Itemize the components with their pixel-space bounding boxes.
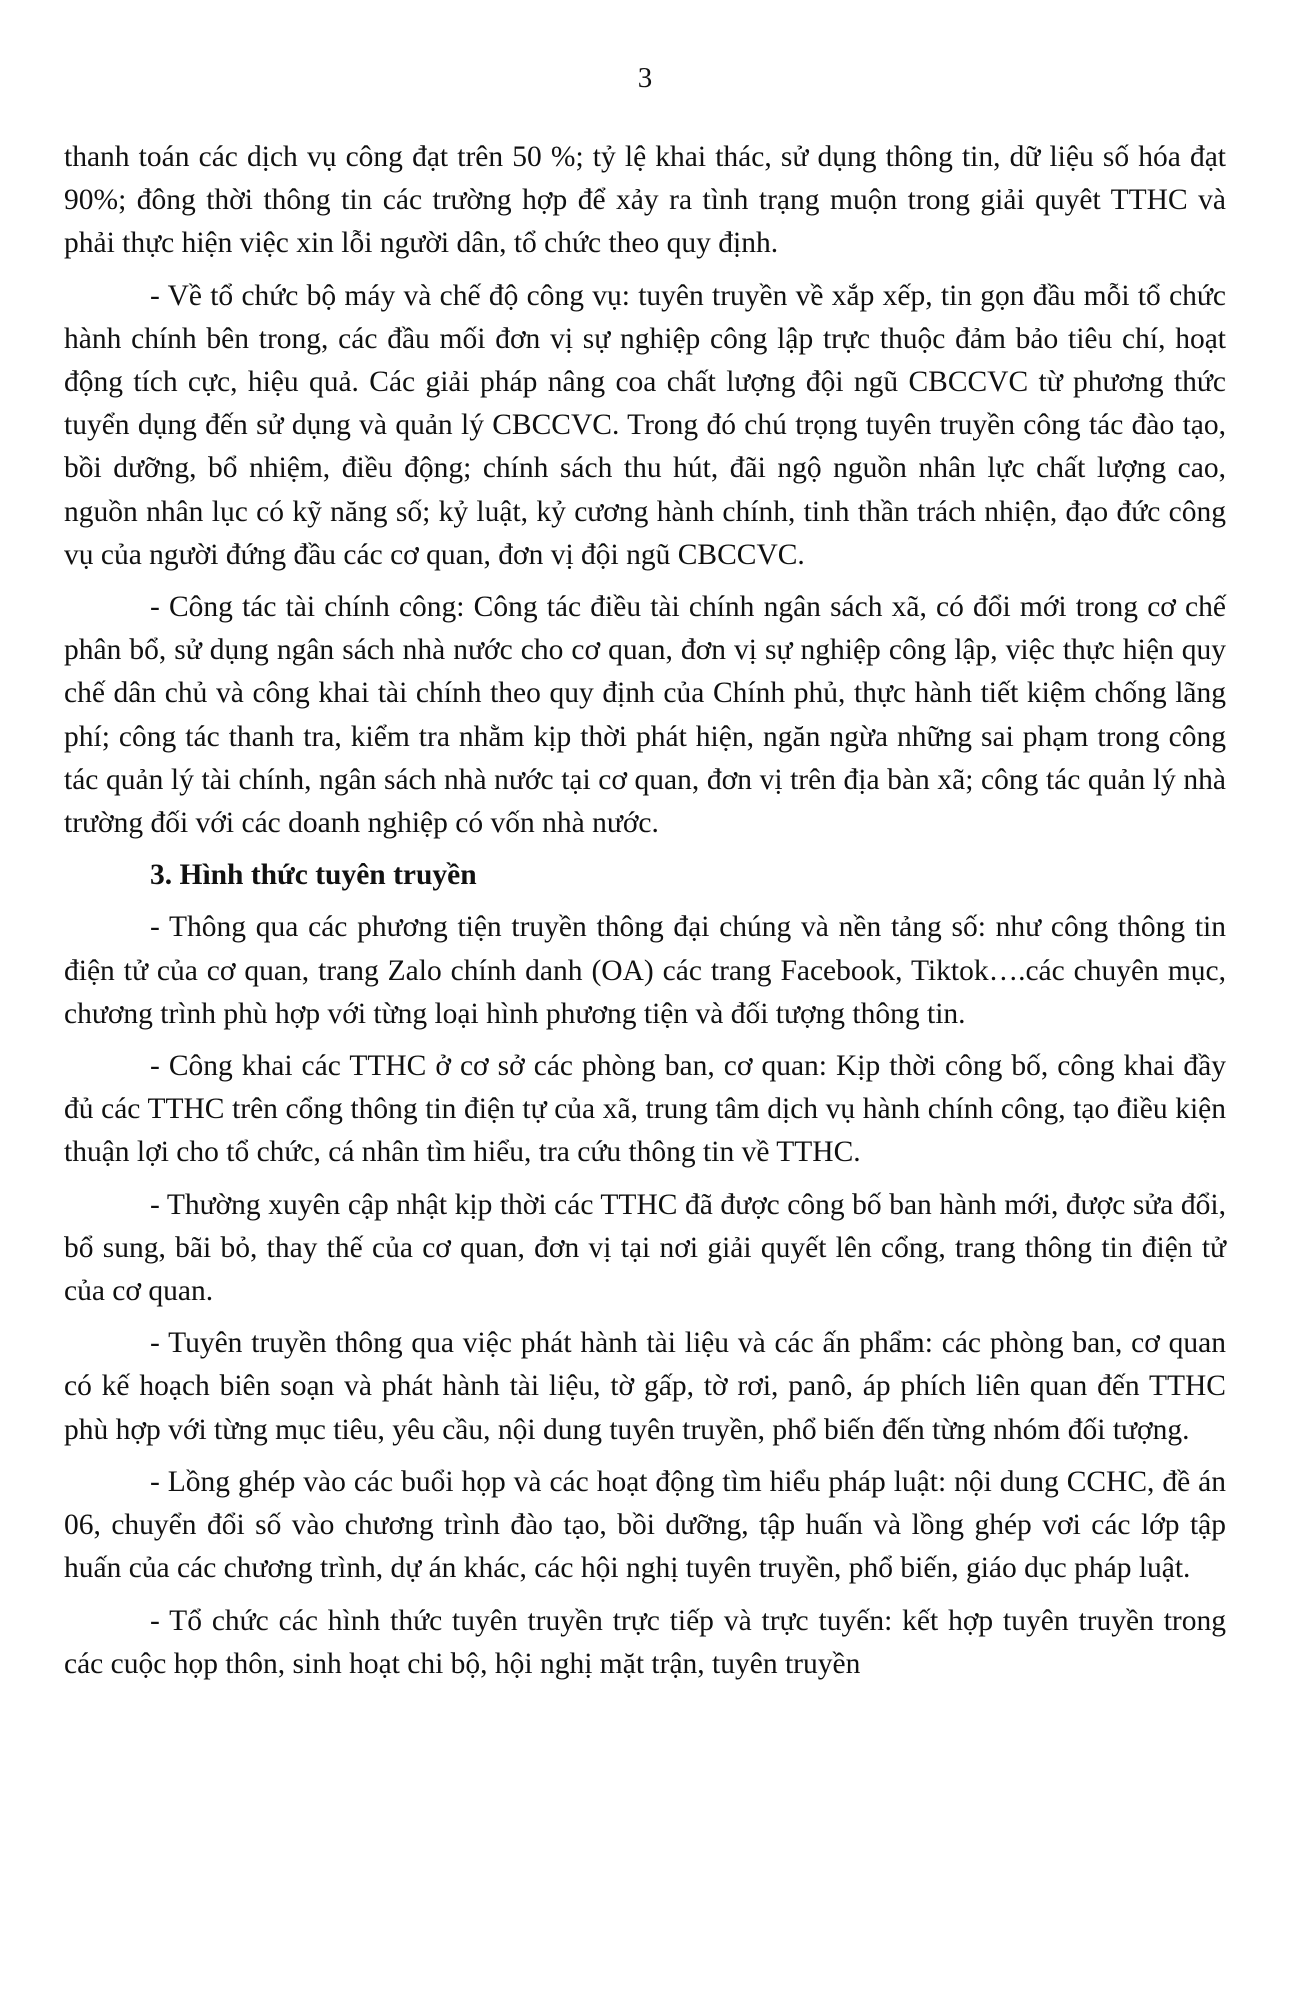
page-number: 3 bbox=[637, 62, 653, 94]
paragraph-continuation: thanh toán các dịch vụ công đạt trên 50 %; tỷ lệ khai thác, sử dụng thông tin, dữ liệu số hóa đạt 90%; đông thời thông tin các trường hợp để xảy ra tình trạng muộn trong giải quyêt TTHC và phải thực hiện việc xin lỗi người dân, tổ chức theo quy định. bbox=[64, 141, 1226, 260]
paragraph-organization-apparatus: - Về tổ chức bộ máy và chế độ công vụ: tuyên truyền về xắp xếp, tin gọn đầu mỗi tổ chức hành chính bên trong, các đầu mối đơn vị sự nghiệp công lập trực thuộc đảm bảo tiêu chí, hoạt động tích cực, hiệu quả. Các giải pháp nâng coa chất lượng đội ngũ CBCCVC từ phương thức tuyển dụng đến sử dụng và quản lý CBCCVC. Trong đó chú trọng tuyên truyền công tác đào tạo, bồi dưỡng, bổ nhiệm, điều động; chính sách thu hút, đãi ngộ nguồn nhân lực chất lượng cao, nguồn nhân lục có kỹ năng số; kỷ luật, kỷ cương hành chính, tinh thần trách nhiện, đạo đức công vụ của người đứng đầu các cơ quan, đơn vị đội ngũ CBCCVC. bbox=[64, 279, 1226, 571]
paragraph-public-disclosure: - Công khai các TTHC ở cơ sở các phòng ban, cơ quan: Kịp thời công bố, công khai đầy đủ các TTHC trên cổng thông tin điện tự của xã, trung tâm dịch vụ hành chính công, tạo điều kiện thuận lợi cho tổ chức, cá nhân tìm hiểu, tra cứu thông tin về TTHC. bbox=[64, 1050, 1226, 1169]
paragraph-mass-media: - Thông qua các phương tiện truyền thông đại chúng và nền tảng số: như công thông tin điện tử của cơ quan, trang Zalo chính danh (OA) các trang Facebook, Tiktok….các chuyên mục, chương trình phù hợp với từng loại hình phương tiện và đối tượng thông tin. bbox=[64, 911, 1226, 1030]
paragraph-regular-updates: - Thường xuyên cập nhật kịp thời các TTHC đã được công bố ban hành mới, được sửa đổi, bổ sung, bãi bỏ, thay thế của cơ quan, đơn vị tại nơi giải quyết lên cổng, trang thông tin điện tử của cơ quan. bbox=[64, 1188, 1226, 1308]
section-heading-3: 3. Hình thức tuyên truyền bbox=[150, 859, 477, 892]
paragraph-direct-online: - Tổ chức các hình thức tuyên truyền trực tiếp và trực tuyến: kết hợp tuyên truyền trong các cuộc họp thôn, sinh hoạt chi bộ, hội nghị mặt trận, tuyên truyền bbox=[64, 1604, 1226, 1680]
paragraph-publications: - Tuyên truyền thông qua việc phát hành tài liệu và các ấn phẩm: các phòng ban, cơ quan có kế hoạch biên soạn và phát hành tài liệu, tờ gấp, tờ rơi, panô, áp phích liên quan đến TTHC phù hợp với từng mục tiêu, yêu cầu, nội dung tuyên truyền, phổ biến đến từng nhóm đối tượng. bbox=[64, 1327, 1226, 1446]
document-body bbox=[64, 136, 1226, 1695]
paragraph-meetings-integration: - Lồng ghép vào các buổi họp và các hoạt động tìm hiểu pháp luật: nội dung CCHC, đề án 06, chuyển đổi số vào chương trình đào tạo, bồi dưỡng, tập huấn và lồng ghép vơi các lớp tập huấn của các chương trình, dự án khác, các hội nghị tuyên truyền, phổ biến, giáo dục pháp luật. bbox=[64, 1465, 1226, 1585]
paragraph-public-finance: - Công tác tài chính công: Công tác điều tài chính ngân sách xã, có đổi mới trong cơ chế phân bổ, sử dụng ngân sách nhà nước cho cơ quan, đơn vị sự nghiệp công lập, việc thực hiện quy chế dân chủ và công khai tài chính theo quy định của Chính phủ, thực hành tiết kiệm chống lãng phí; công tác thanh tra, kiểm tra nhằm kịp thời phát hiện, ngăn ngừa những sai phạm trong công tác quản lý tài chính, ngân sách nhà nước tại cơ quan, đơn vị trên địa bàn xã; công tác quản lý nhà trường đối với các doanh nghiệp có vốn nhà nước. bbox=[64, 591, 1226, 840]
